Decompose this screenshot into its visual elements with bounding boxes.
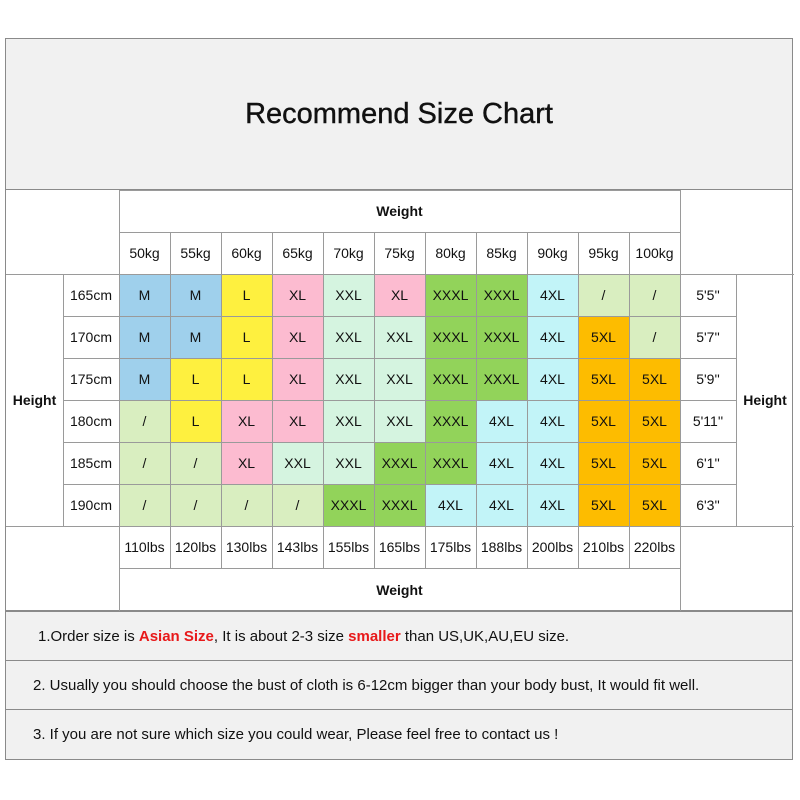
size-cell: XXXL [323, 484, 374, 526]
note-bust [5, 660, 793, 710]
size-cell: XXL [374, 316, 425, 358]
grid-line [119, 190, 120, 611]
grid-line [629, 274, 630, 526]
size-cell: L [170, 358, 221, 400]
size-cell: XXL [323, 274, 374, 316]
size-cell: 4XL [476, 400, 527, 442]
size-cell: 5XL [629, 358, 680, 400]
weight-header-bottom: Weight [376, 581, 423, 598]
height-cm-label: 170cm [69, 329, 113, 345]
page-title: Recommend Size Chart [245, 97, 553, 130]
size-cell: / [170, 442, 221, 484]
grid-line [629, 526, 630, 568]
grid-line [578, 526, 579, 568]
grid-line [323, 526, 324, 568]
height-cm-label: 175cm [69, 371, 113, 387]
size-cell: XL [272, 274, 323, 316]
weight-kg-label: 70kg [333, 245, 364, 261]
size-cell: XXL [323, 316, 374, 358]
size-cell: 5XL [629, 400, 680, 442]
height-header-right: Height [743, 392, 787, 408]
size-cell: XXL [374, 400, 425, 442]
weight-lbs-label: 110lbs [124, 539, 165, 555]
height-header-left: Height [12, 392, 57, 408]
grid-line [323, 232, 324, 274]
weight-lbs-label: 130lbs [225, 539, 268, 555]
size-cell: 4XL [527, 400, 578, 442]
size-cell: / [221, 484, 272, 526]
size-cell: 4XL [527, 484, 578, 526]
size-cell: XXL [323, 400, 374, 442]
size-cell: 4XL [476, 484, 527, 526]
grid-line [272, 232, 273, 274]
grid-line [476, 232, 477, 274]
weight-kg-label: 65kg [282, 245, 313, 261]
grid-line [374, 526, 375, 568]
size-cell: L [221, 316, 272, 358]
grid-line [629, 232, 630, 274]
note-1-prefix: 1.Order size is [38, 627, 139, 645]
grid-line [63, 274, 64, 526]
weight-lbs-label: 175lbs [429, 539, 472, 555]
grid-line [374, 232, 375, 274]
size-cell: / [170, 484, 221, 526]
height-ft-label: 5'9'' [696, 371, 720, 387]
size-cell: / [272, 484, 323, 526]
size-cell: / [629, 274, 680, 316]
note-1-suffix: than US,UK,AU,EU size. [400, 627, 570, 645]
size-cell: M [119, 358, 170, 400]
grid-line [476, 274, 477, 526]
size-cell: 4XL [527, 442, 578, 484]
weight-lbs-label: 120lbs [174, 539, 217, 555]
size-cell: 4XL [476, 442, 527, 484]
grid-line [272, 274, 273, 526]
weight-lbs-label: 200lbs [531, 539, 574, 555]
title-banner [5, 38, 793, 190]
size-cell: XL [221, 442, 272, 484]
size-cell: XXL [374, 358, 425, 400]
size-cell: / [629, 316, 680, 358]
size-cell: XXL [323, 442, 374, 484]
height-cm-label: 185cm [69, 455, 113, 471]
weight-kg-label: 80kg [435, 245, 466, 261]
grid-line [476, 526, 477, 568]
size-cell: L [221, 358, 272, 400]
size-cell: 5XL [578, 442, 629, 484]
grid-line [425, 526, 426, 568]
grid-line [119, 232, 680, 233]
size-cell: / [119, 400, 170, 442]
size-cell: XXXL [425, 400, 476, 442]
grid-line [272, 526, 273, 568]
grid-line [63, 316, 736, 317]
weight-lbs-label: 143lbs [276, 539, 319, 555]
height-cm-label: 165cm [69, 287, 113, 303]
size-cell: XL [221, 400, 272, 442]
size-cell: L [221, 274, 272, 316]
weight-kg-label: 50kg [129, 245, 160, 261]
note-asian-size [5, 611, 793, 661]
grid-line [425, 274, 426, 526]
weight-lbs-label: 165lbs [378, 539, 421, 555]
grid-line [221, 526, 222, 568]
weight-kg-label: 95kg [588, 245, 619, 261]
grid-line [578, 232, 579, 274]
weight-header-top: Weight [376, 203, 423, 219]
weight-kg-label: 55kg [180, 245, 211, 261]
grid-line [527, 274, 528, 526]
size-cell: XXXL [374, 442, 425, 484]
size-cell: XXXL [476, 358, 527, 400]
height-ft-label: 6'3'' [696, 497, 720, 513]
size-cell: M [170, 316, 221, 358]
size-cell: XXL [323, 358, 374, 400]
size-cell: 5XL [629, 484, 680, 526]
grid-line [63, 442, 736, 443]
grid-line [6, 526, 794, 527]
weight-kg-label: 85kg [486, 245, 517, 261]
size-cell: 5XL [578, 400, 629, 442]
weight-lbs-label: 220lbs [633, 539, 676, 555]
size-cell: XXXL [425, 358, 476, 400]
weight-lbs-label: 210lbs [582, 539, 625, 555]
size-cell: M [119, 274, 170, 316]
grid-line [680, 190, 681, 611]
grid-line [425, 232, 426, 274]
size-cell: XL [272, 316, 323, 358]
grid-line [578, 274, 579, 526]
note-1-middle: , It is about 2-3 size [213, 627, 349, 645]
size-cell: / [119, 484, 170, 526]
size-cell: / [578, 274, 629, 316]
size-cell: 4XL [527, 274, 578, 316]
size-cell: XXXL [425, 442, 476, 484]
size-cell: 5XL [578, 316, 629, 358]
height-cm-label: 190cm [69, 497, 113, 513]
note-3-text: 3. If you are not sure which size you could wear, Please feel free to contact us ! [33, 726, 559, 743]
grid-line [119, 568, 680, 569]
size-cell: XXXL [374, 484, 425, 526]
size-cell: XL [374, 274, 425, 316]
grid-line [221, 274, 222, 526]
weight-lbs-label: 155lbs [327, 539, 370, 555]
grid-line [170, 232, 171, 274]
weight-kg-label: 100kg [635, 245, 674, 261]
grid-line [63, 358, 736, 359]
grid-line [63, 484, 736, 485]
size-cell: XXXL [425, 316, 476, 358]
size-cell: 5XL [578, 484, 629, 526]
weight-lbs-label: 188lbs [480, 539, 523, 555]
weight-kg-label: 90kg [537, 245, 568, 261]
size-cell: / [119, 442, 170, 484]
size-cell: 4XL [527, 358, 578, 400]
grid-line [63, 400, 736, 401]
note-2-text: 2. Usually you should choose the bust of cloth is 6-12cm bigger than your body bust, It would fit well. [33, 676, 700, 694]
height-ft-label: 5'7'' [696, 329, 720, 345]
height-cm-label: 180cm [69, 413, 113, 429]
grid-line [170, 274, 171, 526]
size-cell: 5XL [578, 358, 629, 400]
weight-kg-label: 60kg [231, 245, 262, 261]
grid-line [374, 274, 375, 526]
size-cell: XXL [272, 442, 323, 484]
grid-line [170, 526, 171, 568]
height-ft-label: 6'1'' [696, 455, 720, 471]
note-1-highlight-asian-size: Asian Size [138, 627, 214, 645]
grid-line [323, 274, 324, 526]
size-chart-table [5, 190, 793, 611]
size-cell: L [170, 400, 221, 442]
height-ft-label: 5'11'' [692, 413, 724, 429]
weight-kg-label: 75kg [384, 245, 415, 261]
size-cell: 5XL [629, 442, 680, 484]
note-1-text [38, 628, 569, 645]
size-cell: XL [272, 400, 323, 442]
size-cell: 4XL [425, 484, 476, 526]
note-contact [5, 709, 793, 760]
grid-line [6, 274, 794, 275]
size-cell: 4XL [527, 316, 578, 358]
size-cell: XXXL [476, 316, 527, 358]
size-cell: XL [272, 358, 323, 400]
grid-line [527, 526, 528, 568]
grid-line [119, 190, 680, 191]
size-cell: M [119, 316, 170, 358]
grid-line [527, 232, 528, 274]
size-cell: M [170, 274, 221, 316]
height-ft-label: 5'5'' [696, 287, 720, 303]
size-cell: XXXL [476, 274, 527, 316]
grid-line [736, 274, 737, 526]
note-1-highlight-smaller: smaller [348, 627, 401, 645]
size-cell: XXXL [425, 274, 476, 316]
grid-line [221, 232, 222, 274]
